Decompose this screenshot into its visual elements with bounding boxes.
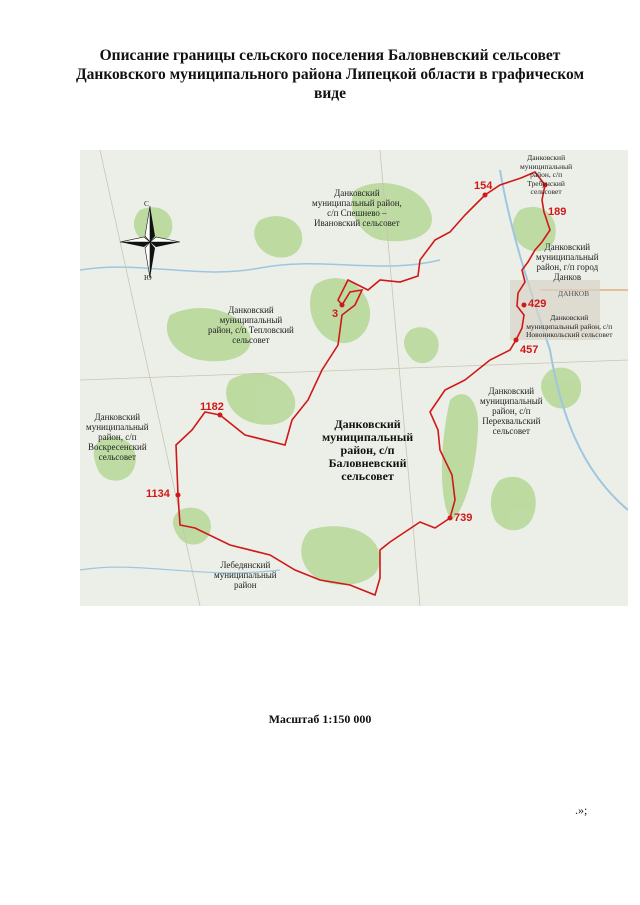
point-457: 457	[520, 344, 539, 356]
label-spechnevo: Данковский муниципальный район, с/п Спешнево – Ивановский сельсовет	[312, 188, 402, 228]
town-label: ДАНКОВ	[558, 289, 590, 298]
title-line-3: виде	[313, 85, 347, 102]
label-lebedyansky: Лебедянский муниципальный район	[214, 560, 277, 590]
title-line-1: Описание границы сельского поселения Баловневский сельсовет	[99, 47, 561, 64]
point-189: 189	[548, 206, 567, 218]
point-154: 154	[474, 180, 493, 192]
label-balovnevsky-center: Данковский муниципальный район, с/п Баловневский сельсовет	[322, 417, 414, 483]
document-title	[70, 46, 590, 103]
point-3: 3	[332, 308, 339, 320]
point-429: 429	[528, 298, 547, 310]
closing-quote: .»;	[575, 803, 588, 817]
point-739: 739	[454, 512, 473, 524]
label-teplovsky: Данковский муниципальный район, с/п Тепловский сельсовет	[208, 305, 294, 345]
compass-north-label: С	[144, 199, 150, 208]
compass-south-label: Ю	[144, 273, 152, 282]
point-1182: 1182	[200, 401, 224, 413]
label-trebunsky: Данковский муниципальный район, с/п Требунский сельсовет	[520, 153, 573, 196]
map-scale: Масштаб 1:150 000	[268, 712, 372, 726]
label-novonikolsky: Данковский муниципальный район, с/п Новоникольский сельсовет	[526, 313, 613, 339]
label-dankov-city: Данковский муниципальный район, г/п город Данков	[536, 242, 599, 282]
label-voskresensky: Данковский муниципальный район, с/п Воскресенский сельсовет	[86, 412, 149, 462]
boundary-map	[80, 150, 628, 606]
point-1134: 1134	[146, 488, 170, 500]
title-line-2: Данковского муниципального района Липецкой области в графическом	[75, 66, 585, 83]
label-perekhvalsky: Данковский муниципальный район, с/п Перехвальский сельсовет	[480, 386, 543, 436]
